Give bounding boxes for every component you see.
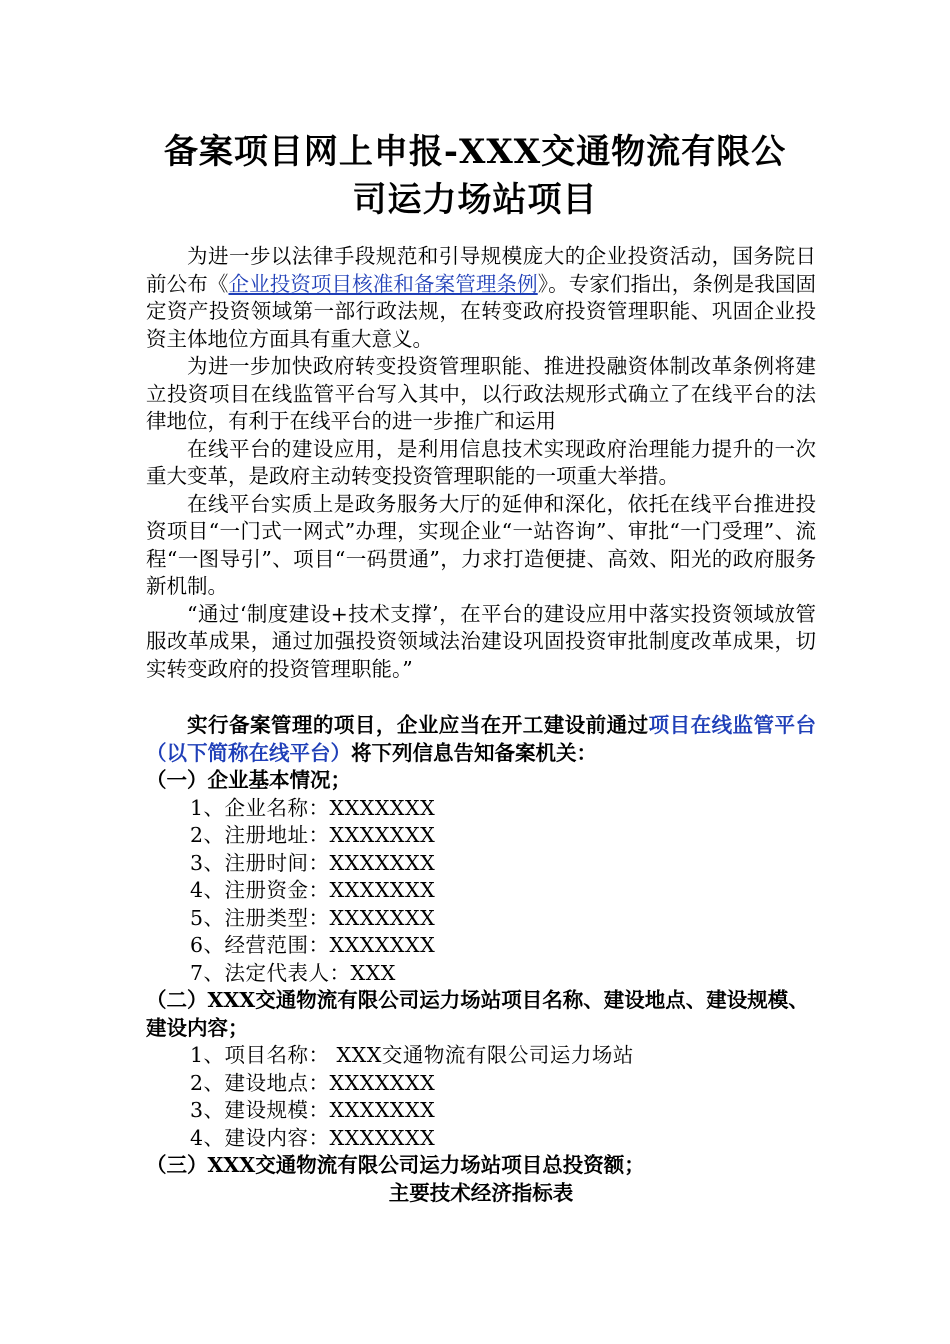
list-item: 5、注册类型：XXXXXXX bbox=[190, 905, 436, 930]
list-item: 1、企业名称：XXXXXXX bbox=[190, 795, 436, 820]
paragraph-1-text-b: 》。专家们指出，条例是我国固定资产投资领域第一部行政法规，在转变政府投资管理职能、巩固企业投资主体地位方面具有重大意义。 bbox=[146, 271, 817, 351]
paragraph-3: 在线平台的建设应用，是利用信息技术实现政府治理能力提升的一次重大变革，是政府主动转变投资管理职能的一项重大举措。 bbox=[146, 436, 816, 488]
list-item: 2、注册地址：XXXXXXX bbox=[190, 823, 436, 847]
list-item: 7、法定代表人：XXX bbox=[190, 960, 396, 985]
document-title bbox=[120, 128, 830, 224]
list-item: 3、建设规模：XXXXXXX bbox=[190, 1098, 436, 1122]
paragraph-1 bbox=[146, 243, 816, 353]
list-item: 1、项目名称： XXX交通物流有限公司运力场站 bbox=[190, 1043, 634, 1067]
paragraph-5: “通过‘制度建设+技术支撑’，在平台的建设应用中落实投资领域放管服改革成果，通过加强投资领域法治建设巩固投资审批制度改革成果，切实转变政府的投资管理职能。” bbox=[146, 601, 816, 681]
title-line-1: 备案项目网上申报-XXX交通物流有限公 bbox=[163, 132, 787, 172]
list-item: 4、注册资金：XXXXXXX bbox=[190, 878, 436, 902]
platform-name-highlight: 项目在线监管平台（以下简称在线平台） bbox=[146, 713, 817, 765]
section-2-heading: （二）XXX交通物流有限公司运力场站项目名称、建设地点、建设规模、建设内容； bbox=[146, 988, 809, 1040]
paragraph-1-text-a: 为进一步以法律手段规范和引导规模庞大的企业投资活动，国务院日前公布《 bbox=[146, 244, 816, 296]
section-spacer bbox=[146, 683, 816, 712]
table-title: 主要技术经济指标表 bbox=[388, 1180, 574, 1205]
document-body bbox=[146, 243, 816, 1207]
filing-intro-text-a: 实行备案管理的项目，企业应当在开工建设前通过 bbox=[187, 713, 649, 737]
list-item: 2、建设地点：XXXXXXX bbox=[190, 1070, 436, 1095]
list-item: 4、建设内容：XXXXXXX bbox=[190, 1125, 436, 1150]
section-1-heading: （一）企业基本情况； bbox=[146, 768, 351, 792]
paragraph-2: 为进一步加快政府转变投资管理职能、推进投融资体制改革条例将建立投资项目在线监管平台写入其中，以行政法规形式确立了在线平台的法律地位，有利于在线平台的进一步推广和运用 bbox=[146, 354, 816, 433]
regulation-link[interactable]: 企业投资项目核准和备案管理条例 bbox=[228, 271, 538, 296]
filing-intro bbox=[146, 712, 816, 767]
list-item: 6、经营范围：XXXXXXX bbox=[190, 933, 436, 957]
filing-intro-text-b: 将下列信息告知备案机关： bbox=[351, 740, 597, 765]
section-3-heading: （三）XXX交通物流有限公司运力场站项目总投资额； bbox=[146, 1153, 645, 1177]
paragraph-4: 在线平台实质上是政务服务大厅的延伸和深化，依托在线平台推进投资项目“一门式一网式”办理，实现企业“一站咨询”、审批“一门受理”、流程“一图导引”、项目“一码贯通”，力求打造便捷、高效、阳光的政府服务新机制。 bbox=[146, 491, 816, 598]
list-item: 3、注册时间：XXXXXXX bbox=[190, 850, 436, 875]
title-line-2: 司运力场站项目 bbox=[352, 180, 598, 220]
